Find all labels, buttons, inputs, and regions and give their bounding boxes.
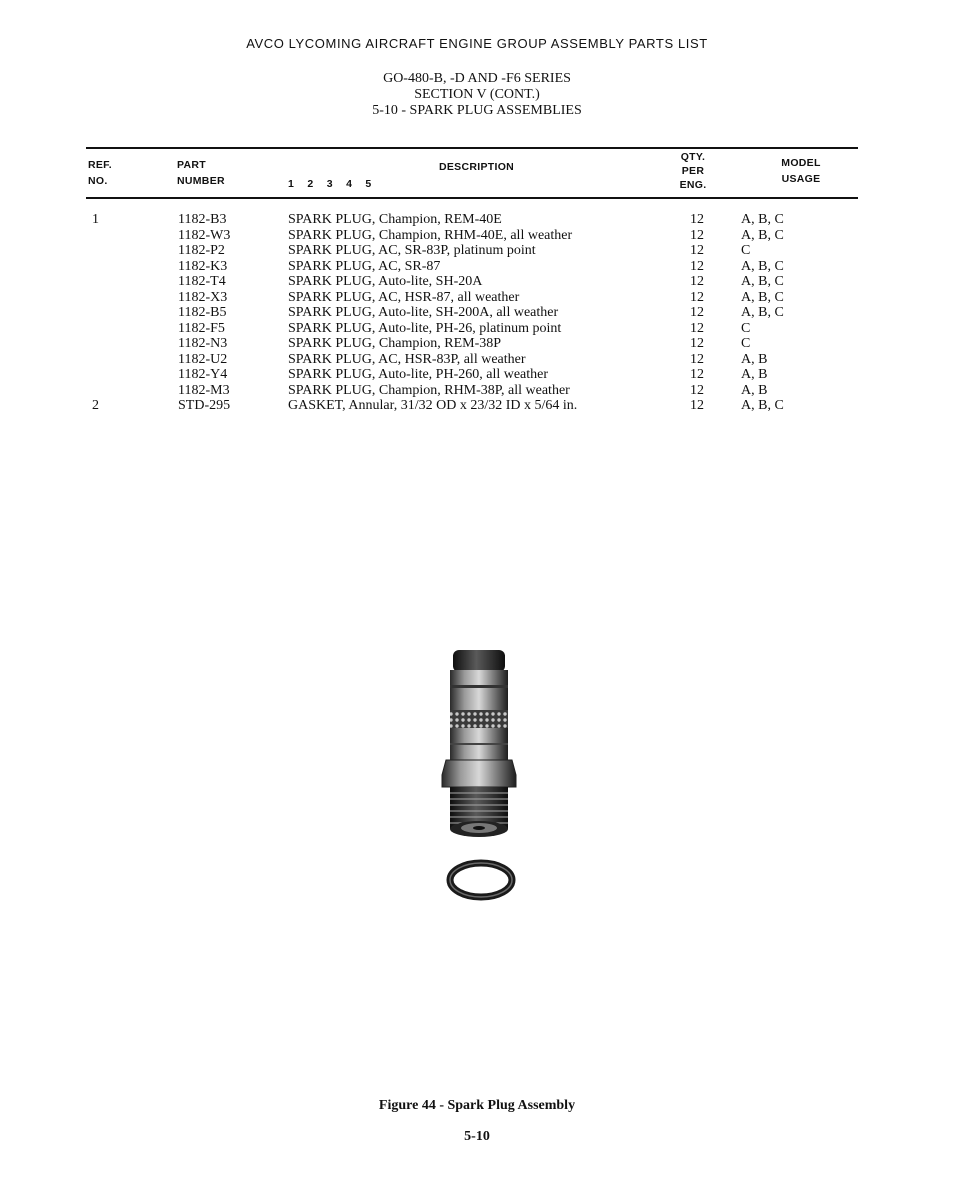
model-usage-cell: A, B, C (741, 227, 784, 243)
part-number-cell: 1182-B5 (178, 305, 227, 320)
model-usage-cell: A, B (741, 367, 768, 382)
model-usage-cell: A, B, C (741, 274, 784, 289)
qty-cell: 12 (690, 336, 704, 351)
qty-cell: 12 (690, 274, 704, 289)
part-number-cell: 1182-U2 (178, 351, 228, 367)
model-usage-cell: A, B, C (741, 289, 784, 305)
model-header-line: MODEL (781, 157, 821, 169)
qty-cell: 12 (690, 305, 704, 320)
qty-cell: 12 (690, 367, 704, 382)
part-number-cell: 1182-Y4 (178, 367, 228, 382)
qty-cell: 12 (690, 320, 704, 336)
part-number-cell: 1182-X3 (178, 289, 228, 305)
description-cell: SPARK PLUG, Auto-lite, SH-200A, all weather (288, 305, 559, 320)
description-cell: SPARK PLUG, AC, SR-83P, platinum point (288, 243, 536, 258)
part-number-header (177, 157, 225, 189)
subtitle-block (0, 71, 954, 119)
number-header-line: NUMBER (177, 175, 225, 187)
part-number-cell: 1182-W3 (178, 227, 231, 243)
page-header: AVCO LYCOMING AIRCRAFT ENGINE GROUP ASSEMBLY PARTS LIST (246, 36, 708, 51)
table-row (0, 305, 954, 321)
table-row (0, 243, 954, 259)
part-number-cell: 1182-T4 (178, 274, 226, 289)
qty-header-line: QTY. (680, 151, 706, 163)
qty-cell: 12 (690, 258, 704, 274)
table-top-rule (86, 147, 858, 149)
section-title: SECTION V (CONT.) (414, 87, 540, 102)
table-row (0, 259, 954, 275)
description-cell: SPARK PLUG, AC, SR-87 (288, 258, 441, 274)
table-header-rule (86, 197, 858, 199)
model-usage-cell: A, B, C (741, 305, 784, 320)
model-usage-cell: A, B, C (741, 398, 784, 413)
model-usage-cell: A, B (741, 351, 768, 367)
qty-cell: 12 (690, 351, 704, 367)
table-row (0, 367, 954, 383)
ref-cell: 2 (92, 398, 99, 413)
table-row (0, 398, 954, 414)
description-cell: SPARK PLUG, Auto-lite, PH-26, platinum point (288, 320, 562, 336)
qty-per-eng-header (676, 150, 710, 192)
table-row (0, 336, 954, 352)
table-row (0, 321, 954, 337)
description-cell: SPARK PLUG, AC, HSR-83P, all weather (288, 351, 526, 367)
series-title: GO-480-B, -D AND -F6 SERIES (383, 71, 571, 86)
description-cell: SPARK PLUG, Champion, RHM-38P, all weather (288, 382, 570, 398)
model-usage-cell: A, B, C (741, 258, 784, 274)
indent-levels-header: 1 2 3 4 5 (288, 178, 372, 190)
part-number-cell: 1182-K3 (178, 258, 228, 274)
ref-header-line: REF. (88, 159, 112, 171)
model-usage-cell: A, B, C (741, 212, 784, 227)
description-header: DESCRIPTION (439, 161, 515, 173)
part-number-cell: 1182-P2 (178, 243, 225, 258)
model-usage-cell: A, B (741, 382, 768, 398)
table-row (0, 228, 954, 244)
description-cell: SPARK PLUG, Champion, REM-38P (288, 336, 502, 351)
description-cell: SPARK PLUG, Auto-lite, SH-20A (288, 274, 483, 289)
part-number-cell: 1182-N3 (178, 336, 228, 351)
table-row (0, 290, 954, 306)
model-usage-header (772, 155, 830, 187)
part-number-cell: 1182-B3 (178, 212, 227, 227)
spark-plug-figure (430, 645, 530, 905)
description-cell: SPARK PLUG, AC, HSR-87, all weather (288, 289, 520, 305)
part-header-line: PART (177, 159, 207, 171)
table-row (0, 352, 954, 368)
figure-caption: Figure 44 - Spark Plug Assembly (378, 1098, 576, 1113)
model-usage-cell: C (741, 243, 751, 258)
qty-cell: 12 (690, 243, 704, 258)
qty-cell: 12 (690, 398, 704, 413)
no-header-line: NO. (88, 175, 108, 187)
ref-cell: 1 (92, 212, 99, 227)
usage-header-line: USAGE (781, 173, 821, 185)
description-cell: GASKET, Annular, 31/32 OD x 23/32 ID x 5/64 in. (288, 398, 578, 413)
per-header-line: PER (681, 165, 705, 177)
description-cell: SPARK PLUG, Champion, REM-40E (288, 212, 502, 227)
page-number: 5-10 (464, 1129, 490, 1144)
ref-no-header (88, 157, 112, 189)
model-usage-cell: C (741, 320, 751, 336)
model-usage-cell: C (741, 336, 751, 351)
part-number-cell: 1182-M3 (178, 382, 230, 398)
spark-plug-icon (442, 650, 516, 837)
eng-header-line: ENG. (679, 179, 707, 191)
description-cell: SPARK PLUG, Auto-lite, PH-260, all weather (288, 367, 549, 382)
part-number-cell: STD-295 (178, 398, 231, 413)
subsection-title: 5-10 - SPARK PLUG ASSEMBLIES (372, 103, 582, 118)
gasket-icon (450, 863, 512, 897)
table-row (0, 212, 954, 228)
table-row (0, 383, 954, 399)
table-row (0, 274, 954, 290)
qty-cell: 12 (690, 227, 704, 243)
qty-cell: 12 (690, 382, 704, 398)
description-cell: SPARK PLUG, Champion, RHM-40E, all weather (288, 227, 573, 243)
parts-table (0, 212, 954, 414)
part-number-cell: 1182-F5 (178, 320, 225, 336)
qty-cell: 12 (690, 212, 704, 227)
qty-cell: 12 (690, 289, 704, 305)
